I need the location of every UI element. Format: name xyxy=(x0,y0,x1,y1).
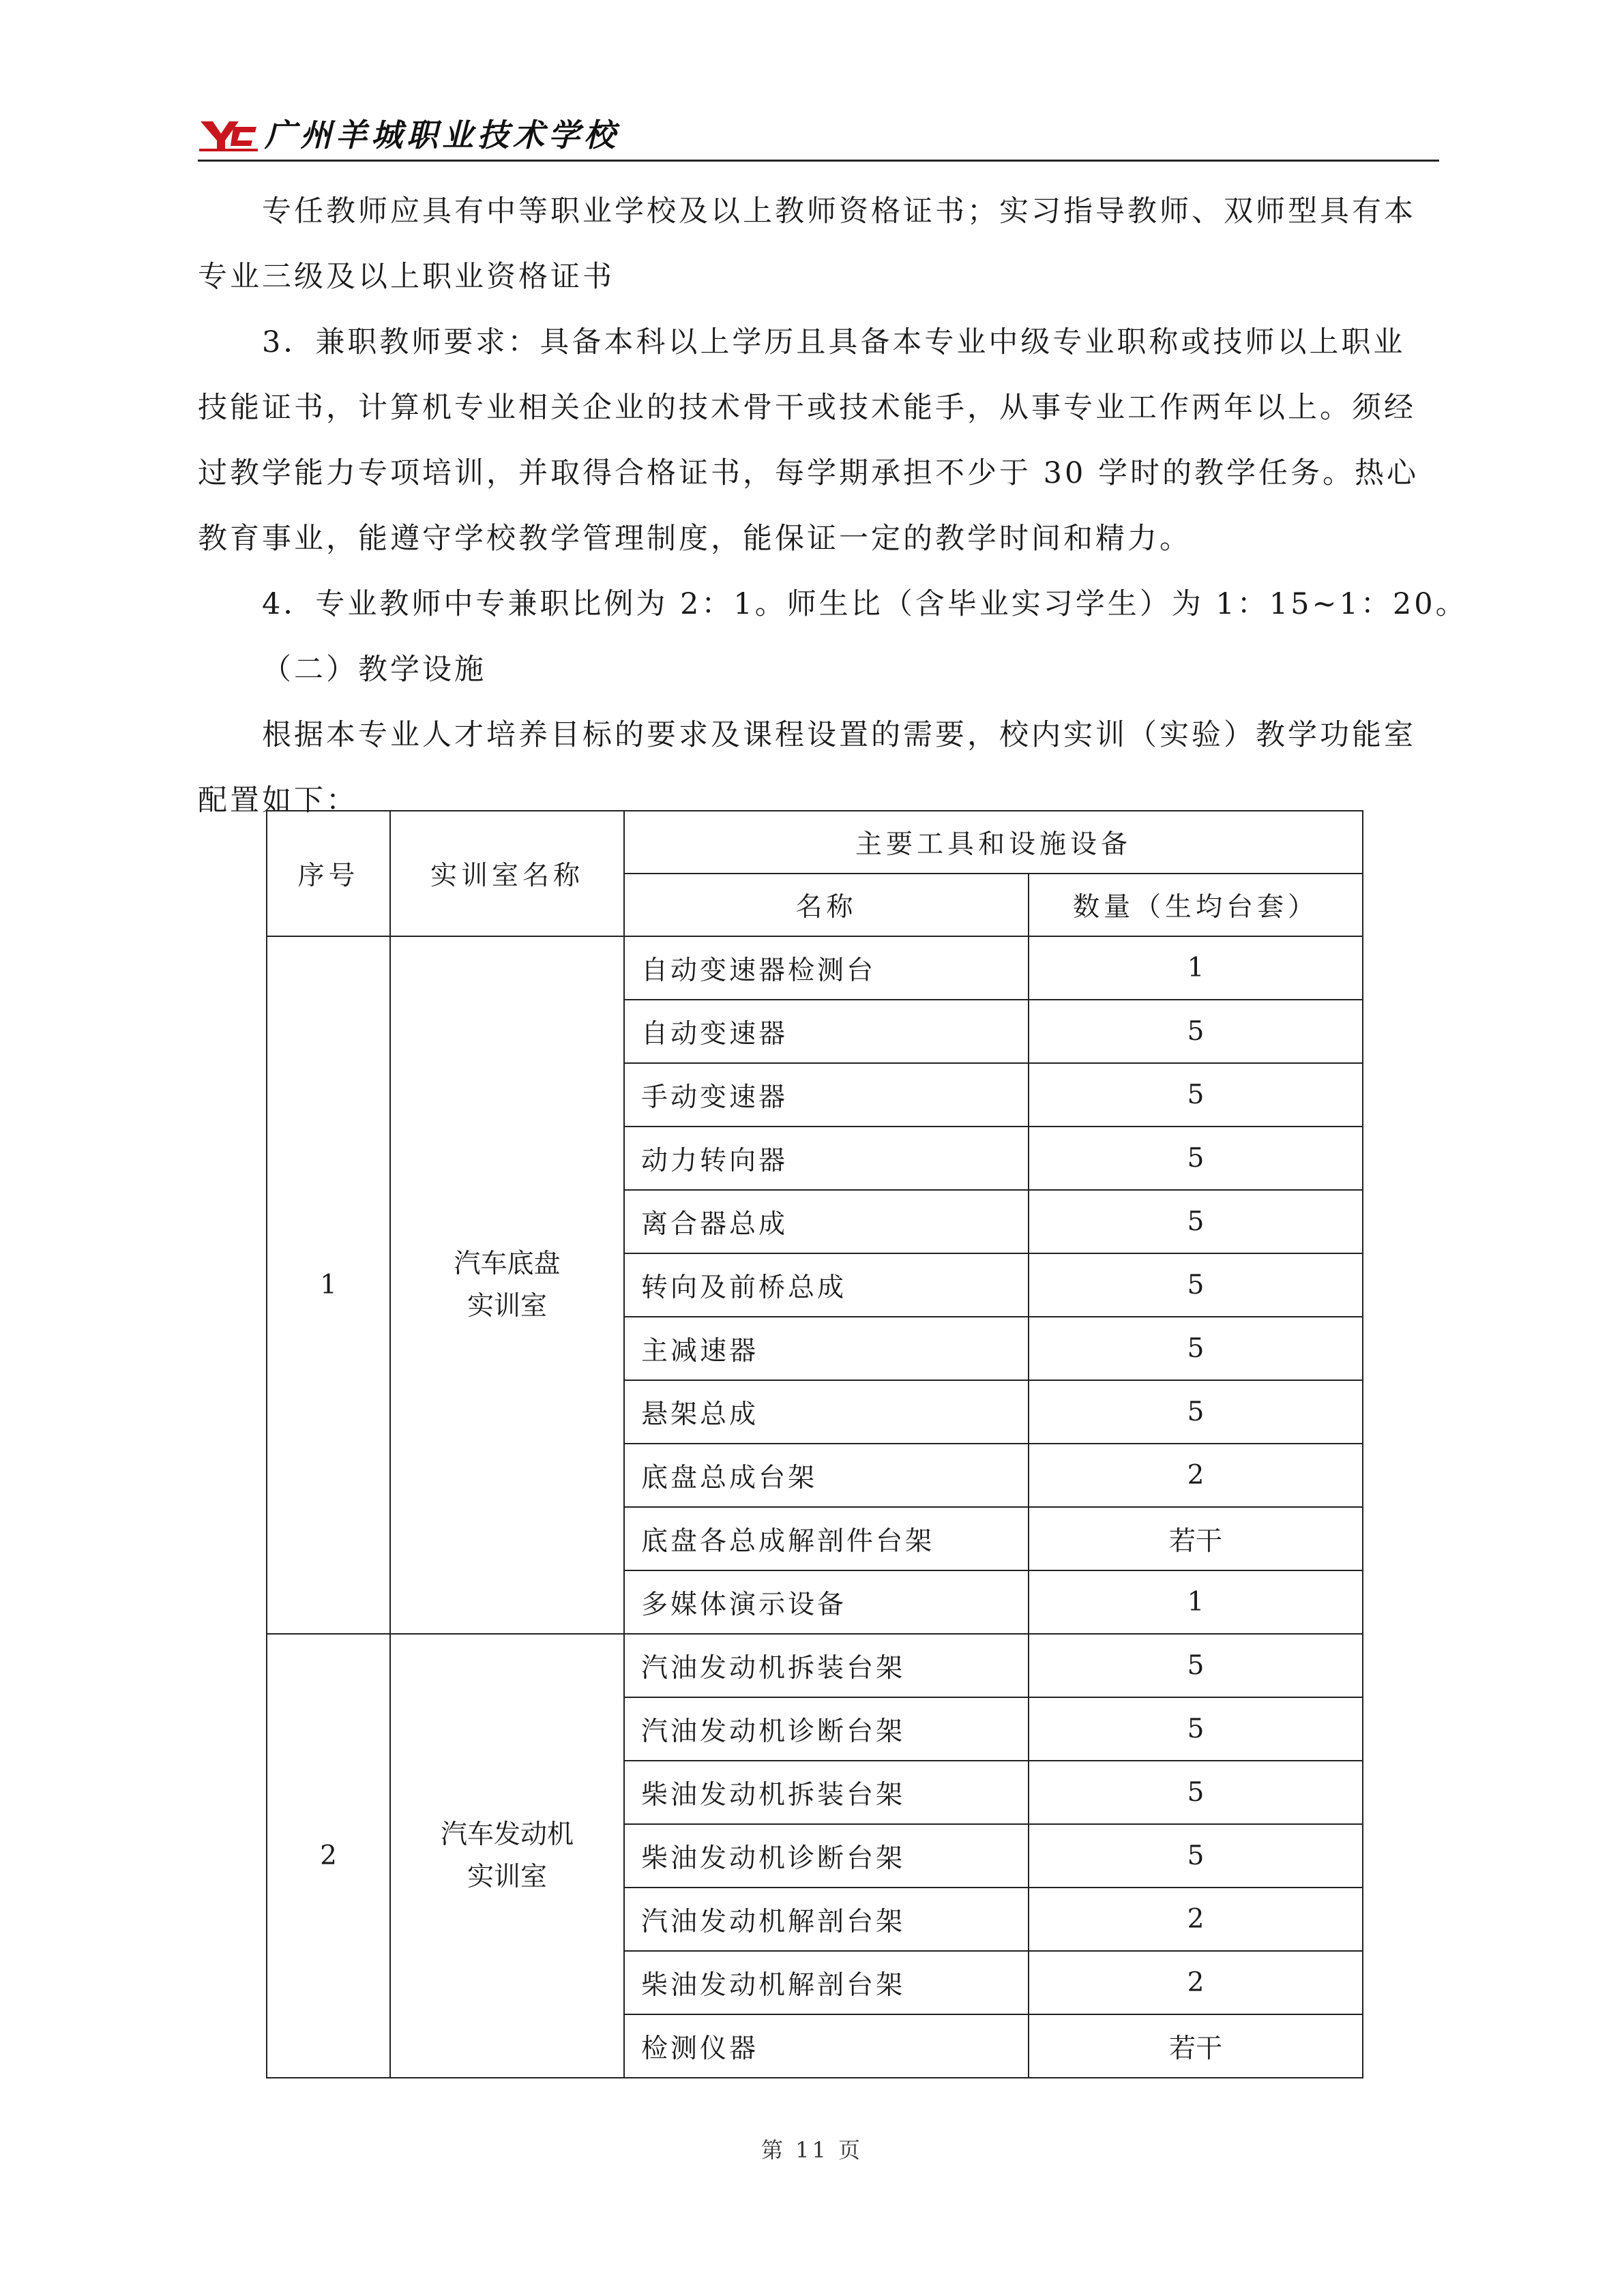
equipment-qty: 2 xyxy=(1029,1888,1363,1951)
row-number: 1 xyxy=(267,936,390,1634)
paragraph-line: 专任教师应具有中等职业学校及以上教师资格证书；实习指导教师、双师型具有本 xyxy=(262,194,1416,228)
page-header xyxy=(198,115,1439,162)
equipment-name: 底盘各总成解剖件台架 xyxy=(624,1507,1029,1570)
paragraph-line: 教育事业，能遵守学校教学管理制度，能保证一定的教学时间和精力。 xyxy=(198,522,1192,556)
table-row xyxy=(267,936,1363,1000)
paragraph-line: 4．专业教师中专兼职比例为 2：1。师生比（含毕业实习学生）为 1：15~1：20。 xyxy=(262,587,1468,621)
equipment-name: 多媒体演示设备 xyxy=(624,1570,1029,1634)
header-no: 序号 xyxy=(267,811,390,936)
paragraph-line: 过教学能力专项培训，并取得合格证书，每学期承担不少于 30 学时的教学任务。热心 xyxy=(198,456,1419,490)
equipment-name: 自动变速器 xyxy=(624,1000,1029,1063)
header-name: 名称 xyxy=(624,874,1029,936)
document-body xyxy=(198,179,1468,833)
equipment-name: 主减速器 xyxy=(624,1317,1029,1380)
row-number: 2 xyxy=(267,1634,390,2078)
paragraph-line: 技能证书，计算机专业相关企业的技术骨干或技术能手，从事专业工作两年以上。须经 xyxy=(198,391,1416,425)
equipment-name: 柴油发动机解剖台架 xyxy=(624,1951,1029,2014)
equipment-qty: 1 xyxy=(1029,1570,1363,1634)
equipment-name: 动力转向器 xyxy=(624,1127,1029,1190)
paragraph-line: 3．兼职教师要求：具备本科以上学历且具备本专业中级专业职称或技师以上职业 xyxy=(262,325,1406,359)
room-name-line: 实训室 xyxy=(467,1290,547,1322)
paragraph-line: 专业三级及以上职业资格证书 xyxy=(198,260,615,294)
equipment-name: 汽油发动机解剖台架 xyxy=(624,1888,1029,1951)
header-divider xyxy=(198,160,1439,162)
equipment-qty: 5 xyxy=(1029,1634,1363,1697)
equipment-table xyxy=(266,810,1363,2078)
paragraph-line: 根据本专业人才培养目标的要求及课程设置的需要，校内实训（实验）教学功能室 xyxy=(262,718,1416,752)
school-name: 广州羊城职业技术学校 xyxy=(265,117,619,153)
room-name-line: 汽车发动机 xyxy=(440,1819,574,1850)
equipment-qty: 2 xyxy=(1029,1951,1363,2014)
header-room: 实训室名称 xyxy=(390,811,624,936)
equipment-qty: 若干 xyxy=(1029,1507,1363,1570)
equipment-name: 转向及前桥总成 xyxy=(624,1253,1029,1317)
equipment-name: 柴油发动机拆装台架 xyxy=(624,1761,1029,1824)
equipment-qty: 5 xyxy=(1029,1697,1363,1761)
equipment-qty: 5 xyxy=(1029,1063,1363,1127)
page-number: 第 11 页 xyxy=(761,2137,863,2163)
room-name-line: 实训室 xyxy=(467,1861,547,1892)
table-row xyxy=(267,1634,1363,1697)
room-name xyxy=(390,1634,624,2078)
equipment-name: 手动变速器 xyxy=(624,1063,1029,1127)
equipment-qty: 2 xyxy=(1029,1444,1363,1507)
equipment-name: 柴油发动机诊断台架 xyxy=(624,1824,1029,1888)
equipment-qty: 1 xyxy=(1029,936,1363,1000)
equipment-qty: 5 xyxy=(1029,1380,1363,1444)
equipment-name: 底盘总成台架 xyxy=(624,1444,1029,1507)
equipment-qty: 若干 xyxy=(1029,2014,1363,2078)
school-logo-icon xyxy=(198,115,259,155)
header-qty: 数量（生均台套） xyxy=(1029,874,1363,936)
header-equipment-group: 主要工具和设施设备 xyxy=(624,811,1363,874)
equipment-name: 汽油发动机拆装台架 xyxy=(624,1634,1029,1697)
equipment-name: 汽油发动机诊断台架 xyxy=(624,1697,1029,1761)
equipment-qty: 5 xyxy=(1029,1824,1363,1888)
equipment-name: 离合器总成 xyxy=(624,1190,1029,1253)
equipment-qty: 5 xyxy=(1029,1000,1363,1063)
equipment-name: 悬架总成 xyxy=(624,1380,1029,1444)
room-name xyxy=(390,936,624,1634)
paragraph-line: 配置如下： xyxy=(198,784,358,818)
section-heading: （二）教学设施 xyxy=(262,653,486,687)
equipment-qty: 5 xyxy=(1029,1253,1363,1317)
equipment-qty: 5 xyxy=(1029,1317,1363,1380)
equipment-name: 检测仪器 xyxy=(624,2014,1029,2078)
equipment-qty: 5 xyxy=(1029,1190,1363,1253)
equipment-qty: 5 xyxy=(1029,1761,1363,1824)
equipment-name: 自动变速器检测台 xyxy=(624,936,1029,1000)
room-name-line: 汽车底盘 xyxy=(454,1248,561,1279)
equipment-qty: 5 xyxy=(1029,1127,1363,1190)
